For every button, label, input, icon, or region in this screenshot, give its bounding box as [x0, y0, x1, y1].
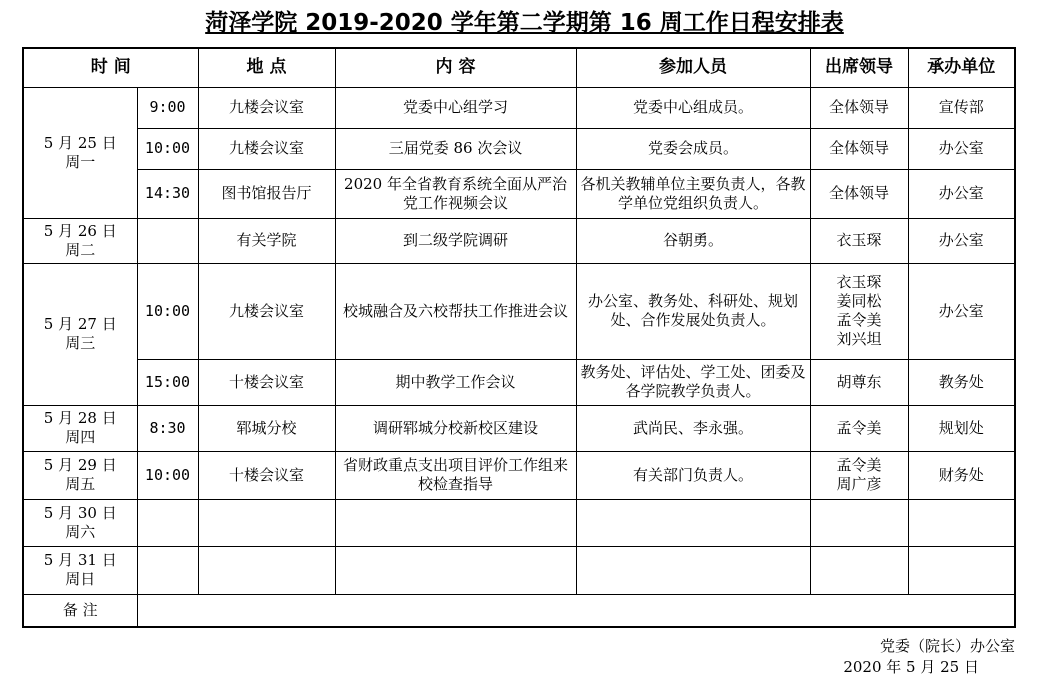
time-cell: 10:00	[137, 128, 198, 169]
empty-cell	[576, 499, 810, 546]
table-row	[23, 169, 1015, 218]
table-row	[23, 546, 1015, 594]
place-cell: 图书馆报告厅	[198, 169, 335, 218]
leader-cell: 孟令美 周广彦	[810, 451, 908, 499]
organizer-cell: 办公室	[908, 263, 1015, 359]
footer-date: 2020 年 5 月 25 日	[843, 658, 979, 676]
place-cell: 九楼会议室	[198, 128, 335, 169]
time-cell: 15:00	[137, 359, 198, 405]
empty-cell	[576, 546, 810, 594]
remarks-label: 备 注	[23, 594, 137, 627]
table-row	[23, 451, 1015, 499]
day-cell-mon: 5 月 25 日 周一	[23, 87, 137, 218]
table-row	[23, 128, 1015, 169]
table-row	[23, 87, 1015, 128]
attendees-cell: 各机关教辅单位主要负责人，各教学单位党组织负责人。	[576, 169, 810, 218]
table-row	[23, 405, 1015, 451]
content-cell: 省财政重点支出项目评价工作组来校检查指导	[335, 451, 576, 499]
day-cell-wed: 5 月 27 日 周三	[23, 263, 137, 405]
empty-cell	[198, 546, 335, 594]
leader-cell: 衣玉琛	[810, 218, 908, 263]
header-organizer: 承办单位	[908, 48, 1015, 87]
table-row	[23, 218, 1015, 263]
empty-cell	[137, 499, 198, 546]
empty-cell	[810, 546, 908, 594]
schedule-table	[22, 47, 1016, 628]
empty-cell	[137, 546, 198, 594]
footer-office: 党委（院长）办公室	[879, 637, 1015, 655]
content-cell: 三届党委 86 次会议	[335, 128, 576, 169]
table-row	[23, 499, 1015, 546]
day-cell-sat: 5 月 30 日 周六	[23, 499, 137, 546]
page-title: 菏泽学院 2019-2020 学年第二学期第 16 周工作日程安排表	[205, 10, 844, 36]
empty-cell	[335, 499, 576, 546]
content-cell: 期中教学工作会议	[335, 359, 576, 405]
empty-cell	[810, 499, 908, 546]
leader-cell: 全体领导	[810, 87, 908, 128]
content-cell: 到二级学院调研	[335, 218, 576, 263]
organizer-cell: 办公室	[908, 218, 1015, 263]
attendees-cell: 教务处、评估处、学工处、团委及各学院教学负责人。	[576, 359, 810, 405]
organizer-cell: 办公室	[908, 169, 1015, 218]
day-cell-tue: 5 月 26 日 周二	[23, 218, 137, 263]
day-cell-fri: 5 月 29 日 周五	[23, 451, 137, 499]
attendees-cell: 办公室、教务处、科研处、规划处、合作发展处负责人。	[576, 263, 810, 359]
header-content: 内 容	[335, 48, 576, 87]
time-cell: 10:00	[137, 263, 198, 359]
header-row	[23, 48, 1015, 87]
time-cell: 9:00	[137, 87, 198, 128]
attendees-cell: 有关部门负责人。	[576, 451, 810, 499]
organizer-cell: 规划处	[908, 405, 1015, 451]
header-attendees: 参加人员	[576, 48, 810, 87]
table-row	[23, 359, 1015, 405]
time-cell: 10:00	[137, 451, 198, 499]
attendees-cell: 谷朝勇。	[576, 218, 810, 263]
remarks-row	[23, 594, 1015, 627]
day-cell-sun: 5 月 31 日 周日	[23, 546, 137, 594]
place-cell: 有关学院	[198, 218, 335, 263]
organizer-cell: 办公室	[908, 128, 1015, 169]
remarks-cell	[137, 594, 1015, 627]
day-cell-thu: 5 月 28 日 周四	[23, 405, 137, 451]
empty-cell	[198, 499, 335, 546]
organizer-cell: 教务处	[908, 359, 1015, 405]
content-cell: 党委中心组学习	[335, 87, 576, 128]
place-cell: 九楼会议室	[198, 263, 335, 359]
header-leader: 出席领导	[810, 48, 908, 87]
leader-cell: 全体领导	[810, 169, 908, 218]
empty-cell	[908, 499, 1015, 546]
place-cell: 十楼会议室	[198, 359, 335, 405]
leader-cell: 衣玉琛 姜同松 孟令美 刘兴坦	[810, 263, 908, 359]
attendees-cell: 武尚民、李永强。	[576, 405, 810, 451]
content-cell: 调研郓城分校新校区建设	[335, 405, 576, 451]
time-cell: 8:30	[137, 405, 198, 451]
content-cell: 2020 年全省教育系统全面从严治党工作视频会议	[335, 169, 576, 218]
place-cell: 郓城分校	[198, 405, 335, 451]
attendees-cell: 党委中心组成员。	[576, 87, 810, 128]
place-cell: 九楼会议室	[198, 87, 335, 128]
leader-cell: 孟令美	[810, 405, 908, 451]
empty-cell	[908, 546, 1015, 594]
organizer-cell: 宣传部	[908, 87, 1015, 128]
attendees-cell: 党委会成员。	[576, 128, 810, 169]
header-place: 地 点	[198, 48, 335, 87]
organizer-cell: 财务处	[908, 451, 1015, 499]
content-cell: 校城融合及六校帮扶工作推进会议	[335, 263, 576, 359]
time-cell	[137, 218, 198, 263]
header-time: 时 间	[23, 48, 198, 87]
empty-cell	[335, 546, 576, 594]
leader-cell: 胡尊东	[810, 359, 908, 405]
leader-cell: 全体领导	[810, 128, 908, 169]
time-cell: 14:30	[137, 169, 198, 218]
table-row	[23, 263, 1015, 359]
place-cell: 十楼会议室	[198, 451, 335, 499]
